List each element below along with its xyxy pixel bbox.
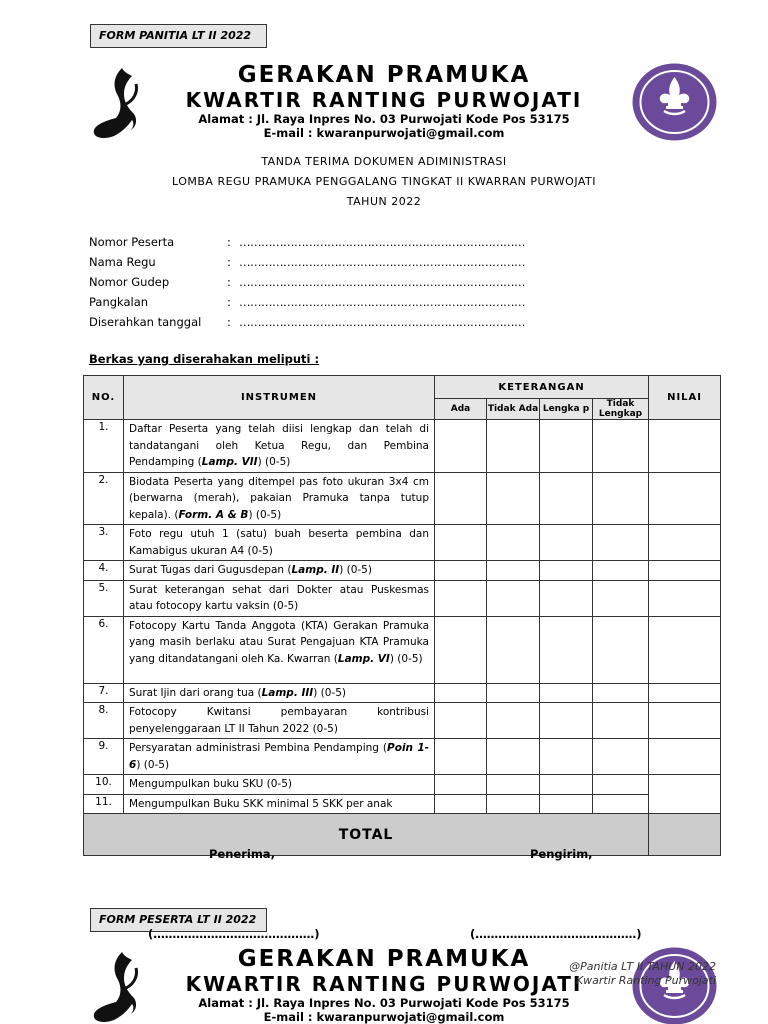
field-colon: :: [227, 255, 231, 269]
instrument-text-main: Daftar Peserta yang telah diisi lengkap dan telah di tandatangani oleh Ketua Regu, dan Pembina Pendamping (: [129, 423, 429, 468]
check-ada[interactable]: [435, 794, 487, 814]
pengirim-signature-line[interactable]: (……………………………………): [470, 927, 642, 941]
check-ada[interactable]: [435, 580, 487, 616]
check-lengkap[interactable]: [540, 683, 593, 703]
table-row: [84, 683, 721, 703]
row-number: 7.: [84, 683, 124, 703]
doc-title-3: TAHUN 2022: [346, 195, 422, 208]
instrument-text-suffix: ) (0-5): [389, 652, 423, 665]
check-tidak-lengkap[interactable]: [593, 472, 649, 525]
instrument-text-suffix: ) (0-5): [313, 686, 346, 699]
instrument-reference: Poin 1-6: [129, 742, 430, 771]
check-tidak-ada[interactable]: [487, 525, 540, 561]
penerima-label: Penerima,: [209, 847, 275, 861]
nilai-cell[interactable]: [649, 739, 721, 775]
field-label: Pangkalan: [89, 295, 149, 309]
field-row: [89, 252, 525, 272]
row-number: 8.: [84, 703, 124, 739]
row-number: 4.: [84, 561, 124, 581]
row-number: 2.: [84, 472, 124, 525]
field-label: Nomor Gudep: [89, 275, 170, 289]
instrument-text-suffix: ) (0-5): [339, 564, 372, 576]
instrument-text: [124, 794, 435, 814]
col-header-instrumen: INSTRUMEN: [124, 376, 435, 420]
instrument-reference: Lamp. III: [261, 686, 314, 699]
table-row: [84, 561, 721, 581]
field-label: Nama Regu: [89, 255, 156, 269]
instrument-text-main: Surat Tugas dari Gugusdepan (: [129, 564, 292, 576]
field-row: [89, 292, 525, 312]
check-lengkap[interactable]: [540, 561, 593, 581]
document-checklist-table: [83, 375, 721, 856]
check-ada[interactable]: [435, 525, 487, 561]
check-tidak-ada[interactable]: [487, 794, 540, 814]
instrument-text-suffix: ) (0-5): [257, 456, 291, 468]
instrument-text-suffix: ) (0-5): [136, 758, 170, 771]
table-row: [84, 775, 721, 795]
instrument-text: [124, 580, 435, 616]
row-number: 5.: [84, 580, 124, 616]
nilai-cell[interactable]: [649, 420, 721, 473]
check-tidak-lengkap[interactable]: [593, 775, 649, 795]
field-input-line[interactable]: ……………………………………………………………………: [239, 275, 525, 289]
check-ada[interactable]: [435, 420, 487, 473]
field-label: Diserahkan tanggal: [89, 315, 202, 329]
check-ada[interactable]: [435, 703, 487, 739]
org-name: GERAKAN PRAMUKA: [237, 62, 531, 88]
instrument-text-main: Foto regu utuh 1 (satu) buah beserta pembina dan Kamabigus ukuran A4 (0-5): [129, 528, 429, 557]
instrument-text: [124, 420, 435, 473]
check-tidak-ada[interactable]: [487, 561, 540, 581]
org-name: GERAKAN PRAMUKA: [237, 946, 531, 972]
instrument-text-main: Persyaratan administrasi Pembina Pendamping (: [129, 742, 388, 754]
address: Alamat : Jl. Raya Inpres No. 03 Purwojati Kode Pos 53175: [198, 996, 570, 1010]
check-ada[interactable]: [435, 775, 487, 795]
table-row: [84, 794, 721, 814]
form-label-top: FORM PANITIA LT II 2022: [90, 24, 267, 48]
check-tidak-lengkap[interactable]: [593, 420, 649, 473]
watermark-line-2: Kwartir Ranting Purwojati: [575, 974, 716, 987]
nilai-cell[interactable]: [649, 616, 721, 683]
table-row: [84, 525, 721, 561]
check-lengkap[interactable]: [540, 580, 593, 616]
berkas-heading: Berkas yang diserahakan meliputi :: [89, 352, 320, 366]
unit-name: KWARTIR RANTING PURWOJATI: [185, 88, 583, 112]
col-header-no: NO.: [84, 376, 124, 420]
watermark-line-1: @Panitia LT II TAHUN 2022: [569, 960, 716, 973]
instrument-text-main: Surat Ijin dari orang tua (: [129, 686, 262, 699]
penerima-signature-line[interactable]: (……………………………………): [148, 927, 320, 941]
table-row: [84, 703, 721, 739]
email: E-mail : kwaranpurwojati@gmail.com: [263, 126, 505, 140]
nilai-cell[interactable]: [649, 525, 721, 561]
table-row: [84, 420, 721, 473]
field-colon: :: [227, 275, 231, 289]
col-header-nilai: NILAI: [649, 376, 721, 420]
instrument-text-main: Mengumpulkan buku SKU (0-5): [129, 778, 292, 790]
check-tidak-lengkap[interactable]: [593, 616, 649, 683]
total-label: TOTAL: [84, 814, 649, 856]
watermark: [520, 960, 716, 988]
field-row: [89, 232, 525, 252]
check-lengkap[interactable]: [540, 616, 593, 683]
field-input-line[interactable]: ……………………………………………………………………: [239, 235, 525, 249]
check-tidak-ada[interactable]: [487, 683, 540, 703]
instrument-text-main: Fotocopy Kwitansi pembayaran kontribusi penyelenggaraan LT II Tahun 2022 (0-5): [129, 706, 429, 735]
instrument-text: [124, 561, 435, 581]
check-tidak-ada[interactable]: [487, 775, 540, 795]
check-ada[interactable]: [435, 616, 487, 683]
instrument-text-suffix: ) (0-5): [248, 508, 282, 521]
instrument-text: [124, 525, 435, 561]
check-ada[interactable]: [435, 683, 487, 703]
nilai-cell[interactable]: [649, 703, 721, 739]
row-number: 6.: [84, 616, 124, 683]
nilai-cell[interactable]: [649, 472, 721, 525]
check-ada[interactable]: [435, 561, 487, 581]
doc-title-1: TANDA TERIMA DOKUMEN ADIMINISTRASI: [261, 155, 507, 168]
row-number: 9.: [84, 739, 124, 775]
check-tidak-ada[interactable]: [487, 580, 540, 616]
instrument-text: [124, 616, 435, 683]
row-number: 11.: [84, 794, 124, 814]
check-ada[interactable]: [435, 739, 487, 775]
check-tidak-ada[interactable]: [487, 420, 540, 473]
check-tidak-ada[interactable]: [487, 616, 540, 683]
check-tidak-lengkap[interactable]: [593, 561, 649, 581]
instrument-text: [124, 739, 435, 775]
address: Alamat : Jl. Raya Inpres No. 03 Purwojati Kode Pos 53175: [198, 112, 570, 126]
check-lengkap[interactable]: [540, 703, 593, 739]
row-number: 3.: [84, 525, 124, 561]
nilai-cell[interactable]: [649, 580, 721, 616]
col-header-ada: Ada: [435, 399, 487, 420]
col-header-tidak-lengkap: Tidak Lengkap: [593, 399, 649, 420]
nilai-cell[interactable]: [649, 775, 721, 814]
field-input-line[interactable]: ……………………………………………………………………: [239, 315, 525, 329]
check-lengkap[interactable]: [540, 472, 593, 525]
check-tidak-lengkap[interactable]: [593, 794, 649, 814]
field-label: Nomor Peserta: [89, 235, 175, 249]
instrument-text-main: Mengumpulkan Buku SKK minimal 5 SKK per anak: [129, 797, 393, 810]
check-lengkap[interactable]: [540, 525, 593, 561]
check-tidak-lengkap[interactable]: [593, 525, 649, 561]
instrument-text: [124, 472, 435, 525]
instrument-text-main: Fotocopy Kartu Tanda Anggota (KTA) Gerakan Pramuka yang masih berlaku atau Surat Pengajuan KTA Pramuka yang ditandatangani oleh Ka. Kwarran (: [129, 619, 429, 665]
check-lengkap[interactable]: [540, 775, 593, 795]
form-label-bottom: FORM PESERTA LT II 2022: [90, 908, 267, 932]
col-header-tidak-ada: Tidak Ada: [487, 399, 540, 420]
row-number: 10.: [84, 775, 124, 795]
check-tidak-lengkap[interactable]: [593, 683, 649, 703]
instrument-text-main: Surat keterangan sehat dari Dokter atau Puskesmas atau fotocopy kartu vaksin (0-5): [129, 583, 429, 612]
nilai-cell[interactable]: [649, 561, 721, 581]
row-number: 1.: [84, 420, 124, 473]
check-tidak-lengkap[interactable]: [593, 703, 649, 739]
check-tidak-ada[interactable]: [487, 703, 540, 739]
table-row: [84, 616, 721, 683]
instrument-reference: Lamp. II: [291, 564, 340, 576]
check-tidak-lengkap[interactable]: [593, 739, 649, 775]
field-row: [89, 272, 525, 292]
check-ada[interactable]: [435, 472, 487, 525]
instrument-text: [124, 703, 435, 739]
check-tidak-ada[interactable]: [487, 472, 540, 525]
table-row: [84, 739, 721, 775]
instrument-reference: Lamp. VI: [337, 652, 390, 665]
instrument-reference: Lamp. VII: [201, 456, 258, 468]
field-row: [89, 312, 525, 332]
doc-title-2: LOMBA REGU PRAMUKA PENGGALANG TINGKAT II KWARRAN PURWOJATI: [171, 175, 597, 188]
check-lengkap[interactable]: [540, 739, 593, 775]
col-header-keterangan: KETERANGAN: [435, 376, 649, 399]
email: E-mail : kwaranpurwojati@gmail.com: [263, 1010, 505, 1024]
field-input-line[interactable]: ……………………………………………………………………: [239, 295, 525, 309]
check-lengkap[interactable]: [540, 794, 593, 814]
field-colon: :: [227, 295, 231, 309]
check-lengkap[interactable]: [540, 420, 593, 473]
instrument-text: [124, 775, 435, 795]
total-value-cell[interactable]: [649, 814, 721, 856]
instrument-reference: Form. A & B: [178, 508, 249, 521]
field-input-line[interactable]: ……………………………………………………………………: [239, 255, 525, 269]
unit-name: KWARTIR RANTING PURWOJATI: [185, 972, 583, 996]
nilai-cell[interactable]: [649, 683, 721, 703]
instrument-text: [124, 683, 435, 703]
col-header-lengkap: Lengka p: [540, 399, 593, 420]
wosm-emblem: [632, 63, 717, 141]
field-colon: :: [227, 315, 231, 329]
field-colon: :: [227, 235, 231, 249]
instrument-text-main: Biodata Peserta yang ditempel pas foto ukuran 3x4 cm (berwarna (merah), pakaian Pramuka tanpa tutup kepala). (: [129, 475, 429, 521]
table-row: [84, 472, 721, 525]
participant-fields: [89, 232, 525, 332]
table-row: [84, 580, 721, 616]
check-tidak-ada[interactable]: [487, 739, 540, 775]
pengirim-label: Pengirim,: [530, 847, 593, 861]
check-tidak-lengkap[interactable]: [593, 580, 649, 616]
